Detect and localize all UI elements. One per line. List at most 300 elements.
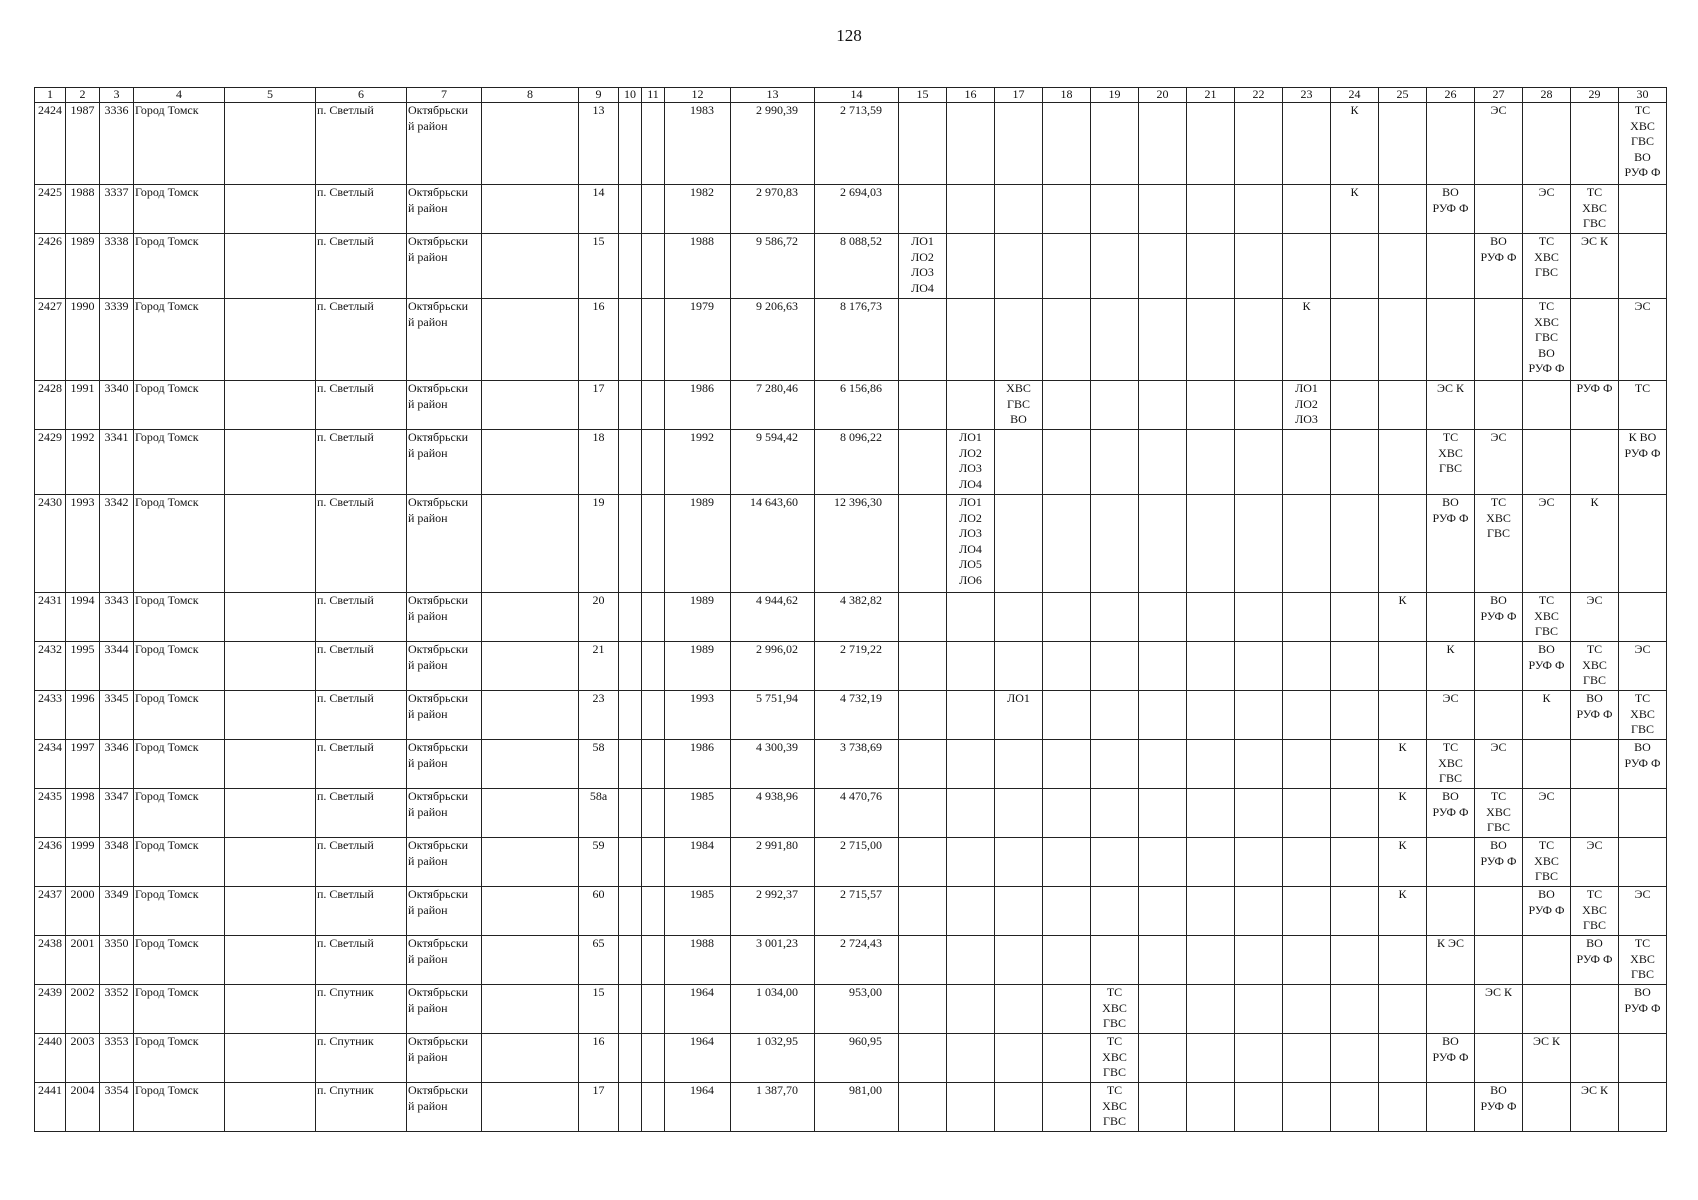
table-cell: 12 396,30 bbox=[815, 495, 899, 593]
table-cell bbox=[1187, 299, 1235, 381]
table-cell: п. Светлый bbox=[316, 789, 407, 838]
table-cell bbox=[1427, 887, 1475, 936]
table-cell: 1 387,70 bbox=[731, 1083, 815, 1132]
page-number: 128 bbox=[836, 26, 862, 45]
table-cell bbox=[1187, 887, 1235, 936]
table-cell: ТС ХВС ГВС bbox=[1619, 691, 1667, 740]
table-cell bbox=[1571, 1034, 1619, 1083]
table-cell: 1996 bbox=[66, 691, 100, 740]
table-cell: 2427 bbox=[35, 299, 66, 381]
table-row bbox=[35, 691, 1667, 740]
table-cell bbox=[1571, 985, 1619, 1034]
table-cell: ТС ХВС ГВС bbox=[1091, 985, 1139, 1034]
table-cell bbox=[1043, 740, 1091, 789]
table-cell bbox=[1091, 381, 1139, 430]
table-cell: ТС ХВС ГВС bbox=[1091, 1083, 1139, 1132]
table-row bbox=[35, 985, 1667, 1034]
table-cell bbox=[1379, 103, 1427, 185]
table-cell: ЭС bbox=[1571, 838, 1619, 887]
table-row bbox=[35, 430, 1667, 495]
table-cell: ЭС bbox=[1619, 299, 1667, 381]
table-cell bbox=[225, 430, 316, 495]
table-cell bbox=[1187, 381, 1235, 430]
table-cell bbox=[1619, 838, 1667, 887]
table-cell bbox=[1475, 936, 1523, 985]
table-cell bbox=[225, 1034, 316, 1083]
table-cell: п. Светлый bbox=[316, 887, 407, 936]
table-cell: 16 bbox=[579, 1034, 619, 1083]
table-cell: К ВО РУФ Ф bbox=[1619, 430, 1667, 495]
table-cell: ЛО1 ЛО2 ЛО3 bbox=[1283, 381, 1331, 430]
table-cell bbox=[1427, 234, 1475, 299]
table-cell: 1990 bbox=[66, 299, 100, 381]
table-cell bbox=[225, 103, 316, 185]
table-cell: 2003 bbox=[66, 1034, 100, 1083]
table-cell bbox=[482, 234, 579, 299]
table-cell: ВО РУФ Ф bbox=[1475, 234, 1523, 299]
table-cell bbox=[1283, 838, 1331, 887]
table-cell: ТС bbox=[1619, 381, 1667, 430]
table-cell: 23 bbox=[579, 691, 619, 740]
table-cell: Город Томск bbox=[134, 299, 225, 381]
table-cell: 2424 bbox=[35, 103, 66, 185]
table-cell: п. Светлый bbox=[316, 838, 407, 887]
table-cell bbox=[619, 1034, 642, 1083]
table-cell bbox=[1379, 936, 1427, 985]
table-cell bbox=[482, 789, 579, 838]
table-row bbox=[35, 103, 1667, 185]
table-cell: 1986 bbox=[665, 381, 731, 430]
table-cell bbox=[642, 691, 665, 740]
table-cell: 4 470,76 bbox=[815, 789, 899, 838]
table-cell: 58а bbox=[579, 789, 619, 838]
table-cell bbox=[1619, 234, 1667, 299]
table-cell: 2440 bbox=[35, 1034, 66, 1083]
table-cell bbox=[1187, 789, 1235, 838]
table-cell bbox=[482, 740, 579, 789]
table-cell: Город Томск bbox=[134, 381, 225, 430]
table-cell: 8 096,22 bbox=[815, 430, 899, 495]
table-cell: 2441 bbox=[35, 1083, 66, 1132]
table-cell bbox=[1379, 691, 1427, 740]
table-cell bbox=[619, 381, 642, 430]
table-cell bbox=[1139, 789, 1187, 838]
table-cell: 3345 bbox=[100, 691, 134, 740]
table-cell bbox=[482, 985, 579, 1034]
table-cell bbox=[1571, 789, 1619, 838]
table-cell: Октябрьски й район bbox=[407, 985, 482, 1034]
table-cell bbox=[1043, 1034, 1091, 1083]
table-cell bbox=[1139, 691, 1187, 740]
table-cell: Октябрьски й район bbox=[407, 103, 482, 185]
table-cell bbox=[1139, 299, 1187, 381]
table-cell: ТС ХВС ГВС bbox=[1523, 234, 1571, 299]
table-cell bbox=[947, 740, 995, 789]
table-cell: 1995 bbox=[66, 642, 100, 691]
table-cell: 3 738,69 bbox=[815, 740, 899, 789]
table-cell: 3336 bbox=[100, 103, 134, 185]
table-cell: ЛО1 ЛО2 ЛО3 ЛО4 bbox=[947, 430, 995, 495]
table-cell bbox=[947, 887, 995, 936]
table-cell bbox=[642, 838, 665, 887]
column-header: 10 bbox=[619, 88, 642, 103]
table-cell bbox=[1475, 185, 1523, 234]
table-cell: 4 732,19 bbox=[815, 691, 899, 740]
table-cell: Октябрьски й район bbox=[407, 299, 482, 381]
table-cell bbox=[947, 234, 995, 299]
table-cell bbox=[1283, 495, 1331, 593]
table-cell bbox=[899, 691, 947, 740]
table-cell: Город Томск bbox=[134, 740, 225, 789]
table-cell bbox=[947, 985, 995, 1034]
table-cell: ЭС bbox=[1619, 642, 1667, 691]
table-cell: ТС ХВС ГВС bbox=[1523, 593, 1571, 642]
table-cell bbox=[619, 887, 642, 936]
table-cell: Октябрьски й район bbox=[407, 887, 482, 936]
table-cell: ЭС bbox=[1523, 185, 1571, 234]
table-cell: 2000 bbox=[66, 887, 100, 936]
table-cell: Октябрьски й район bbox=[407, 430, 482, 495]
table-cell bbox=[1379, 234, 1427, 299]
table-cell bbox=[1091, 789, 1139, 838]
table-cell: п. Светлый bbox=[316, 103, 407, 185]
table-cell: Город Томск bbox=[134, 642, 225, 691]
table-cell bbox=[1475, 381, 1523, 430]
table-cell bbox=[1091, 887, 1139, 936]
column-header: 15 bbox=[899, 88, 947, 103]
table-cell bbox=[1235, 936, 1283, 985]
table-cell: п. Спутник bbox=[316, 985, 407, 1034]
column-header: 4 bbox=[134, 88, 225, 103]
table-cell: 2 724,43 bbox=[815, 936, 899, 985]
table-cell bbox=[1379, 985, 1427, 1034]
table-cell: 58 bbox=[579, 740, 619, 789]
table-cell bbox=[1475, 642, 1523, 691]
column-header: 12 bbox=[665, 88, 731, 103]
table-cell: Город Томск bbox=[134, 495, 225, 593]
table-cell bbox=[619, 299, 642, 381]
table-cell bbox=[642, 936, 665, 985]
table-cell bbox=[225, 887, 316, 936]
table-cell bbox=[1427, 593, 1475, 642]
table-cell bbox=[482, 887, 579, 936]
table-cell bbox=[899, 1034, 947, 1083]
table-cell bbox=[1091, 185, 1139, 234]
table-cell: Октябрьски й район bbox=[407, 789, 482, 838]
table-cell bbox=[225, 234, 316, 299]
table-cell bbox=[1619, 495, 1667, 593]
table-cell: 2431 bbox=[35, 593, 66, 642]
table-cell: 20 bbox=[579, 593, 619, 642]
table-cell bbox=[1091, 691, 1139, 740]
table-cell: ЭС bbox=[1475, 430, 1523, 495]
table-cell: 2439 bbox=[35, 985, 66, 1034]
table-cell: 18 bbox=[579, 430, 619, 495]
table-row bbox=[35, 789, 1667, 838]
table-row bbox=[35, 740, 1667, 789]
table-cell: п. Светлый bbox=[316, 740, 407, 789]
table-cell: 1989 bbox=[66, 234, 100, 299]
table-cell bbox=[1187, 691, 1235, 740]
column-header: 6 bbox=[316, 88, 407, 103]
table-cell: 1988 bbox=[665, 936, 731, 985]
table-cell: 2432 bbox=[35, 642, 66, 691]
table-cell: 1992 bbox=[66, 430, 100, 495]
table-cell bbox=[1331, 789, 1379, 838]
table-cell bbox=[899, 1083, 947, 1132]
table-cell: Город Томск bbox=[134, 789, 225, 838]
table-cell bbox=[1235, 185, 1283, 234]
table-cell: ЭС К bbox=[1475, 985, 1523, 1034]
table-cell bbox=[1091, 430, 1139, 495]
table-cell: Октябрьски й район bbox=[407, 838, 482, 887]
table-cell bbox=[1571, 299, 1619, 381]
table-cell: ТС ХВС ГВС bbox=[1475, 495, 1523, 593]
table-cell bbox=[482, 1083, 579, 1132]
table-cell bbox=[1427, 299, 1475, 381]
table-cell bbox=[225, 789, 316, 838]
table-cell bbox=[1091, 740, 1139, 789]
table-cell bbox=[619, 103, 642, 185]
table-cell: 17 bbox=[579, 381, 619, 430]
table-cell bbox=[1091, 495, 1139, 593]
table-cell: п. Светлый bbox=[316, 185, 407, 234]
table-cell: К bbox=[1379, 887, 1427, 936]
table-cell: 1993 bbox=[66, 495, 100, 593]
table-cell bbox=[1331, 234, 1379, 299]
table-cell: 3349 bbox=[100, 887, 134, 936]
table-cell: ВО РУФ Ф bbox=[1427, 185, 1475, 234]
table-cell bbox=[482, 103, 579, 185]
table-cell: 3338 bbox=[100, 234, 134, 299]
table-cell: 2001 bbox=[66, 936, 100, 985]
table-cell bbox=[1043, 887, 1091, 936]
table-cell: К ЭС bbox=[1427, 936, 1475, 985]
table-cell bbox=[1187, 234, 1235, 299]
table-cell bbox=[1043, 593, 1091, 642]
table-cell bbox=[1427, 103, 1475, 185]
table-cell bbox=[482, 593, 579, 642]
table-cell: ЭС bbox=[1427, 691, 1475, 740]
table-cell: ВО РУФ Ф bbox=[1619, 740, 1667, 789]
table-cell bbox=[1619, 185, 1667, 234]
table-cell: 9 586,72 bbox=[731, 234, 815, 299]
table-cell: 1994 bbox=[66, 593, 100, 642]
table-cell: Октябрьски й район bbox=[407, 1083, 482, 1132]
table-cell bbox=[1235, 740, 1283, 789]
table-cell bbox=[1091, 103, 1139, 185]
column-header: 16 bbox=[947, 88, 995, 103]
table-cell: 1982 bbox=[665, 185, 731, 234]
table-cell bbox=[899, 838, 947, 887]
table-cell: ТС ХВС ГВС bbox=[1571, 185, 1619, 234]
table-cell bbox=[1043, 936, 1091, 985]
table-cell: ТС ХВС ГВС ВО РУФ Ф bbox=[1523, 299, 1571, 381]
table-cell bbox=[1283, 691, 1331, 740]
table-cell: 3343 bbox=[100, 593, 134, 642]
table-cell bbox=[995, 740, 1043, 789]
table-cell: ВО РУФ Ф bbox=[1523, 642, 1571, 691]
table-cell bbox=[619, 642, 642, 691]
table-cell: ЭС К bbox=[1427, 381, 1475, 430]
table-cell: п. Светлый bbox=[316, 299, 407, 381]
table-cell bbox=[1331, 887, 1379, 936]
table-cell bbox=[995, 642, 1043, 691]
table-cell bbox=[947, 299, 995, 381]
table-cell bbox=[1571, 103, 1619, 185]
table-cell: ЭС bbox=[1571, 593, 1619, 642]
table-cell bbox=[619, 838, 642, 887]
column-header: 2 bbox=[66, 88, 100, 103]
table-cell: 1989 bbox=[665, 593, 731, 642]
column-header: 13 bbox=[731, 88, 815, 103]
column-header: 29 bbox=[1571, 88, 1619, 103]
table-cell bbox=[1331, 381, 1379, 430]
table-cell bbox=[1139, 642, 1187, 691]
table-cell: Октябрьски й район bbox=[407, 495, 482, 593]
table-cell bbox=[1235, 985, 1283, 1034]
table-cell bbox=[1091, 234, 1139, 299]
table-cell bbox=[1187, 740, 1235, 789]
table-cell bbox=[947, 789, 995, 838]
table-cell bbox=[1283, 593, 1331, 642]
table-cell bbox=[225, 838, 316, 887]
table-cell bbox=[619, 593, 642, 642]
table-cell bbox=[1619, 1083, 1667, 1132]
table-cell: ТС ХВС ГВС bbox=[1523, 838, 1571, 887]
table-cell: 1984 bbox=[665, 838, 731, 887]
table-cell: ВО РУФ Ф bbox=[1427, 495, 1475, 593]
table-cell: 19 bbox=[579, 495, 619, 593]
table-cell: К bbox=[1379, 789, 1427, 838]
table-cell bbox=[1571, 430, 1619, 495]
table-cell bbox=[1427, 1083, 1475, 1132]
table-cell: Город Томск bbox=[134, 593, 225, 642]
table-cell bbox=[995, 103, 1043, 185]
table-cell bbox=[1523, 430, 1571, 495]
column-header: 9 bbox=[579, 88, 619, 103]
table-cell: 1997 bbox=[66, 740, 100, 789]
table-cell: ТС ХВС ГВС bbox=[1571, 642, 1619, 691]
column-header: 3 bbox=[100, 88, 134, 103]
column-header: 25 bbox=[1379, 88, 1427, 103]
table-cell bbox=[1187, 985, 1235, 1034]
table-cell bbox=[995, 789, 1043, 838]
table-cell: 3347 bbox=[100, 789, 134, 838]
table-cell bbox=[482, 691, 579, 740]
table-cell: Город Томск bbox=[134, 185, 225, 234]
table-cell: 2428 bbox=[35, 381, 66, 430]
table-cell bbox=[225, 642, 316, 691]
table-cell: Октябрьски й район bbox=[407, 691, 482, 740]
table-cell: 4 938,96 bbox=[731, 789, 815, 838]
table-cell bbox=[642, 740, 665, 789]
table-cell bbox=[947, 936, 995, 985]
table-cell: К bbox=[1427, 642, 1475, 691]
table-cell: ТС ХВС ГВС bbox=[1619, 936, 1667, 985]
table-cell: 1985 bbox=[665, 887, 731, 936]
table-cell bbox=[619, 985, 642, 1034]
table-cell bbox=[1427, 838, 1475, 887]
table-cell bbox=[482, 430, 579, 495]
table-cell bbox=[642, 789, 665, 838]
table-cell bbox=[1187, 593, 1235, 642]
table-cell bbox=[1139, 103, 1187, 185]
table-cell bbox=[1235, 838, 1283, 887]
table-cell: 1 032,95 bbox=[731, 1034, 815, 1083]
table-cell: ЭС К bbox=[1571, 234, 1619, 299]
table-cell: ВО РУФ Ф bbox=[1475, 593, 1523, 642]
table-cell bbox=[1139, 1034, 1187, 1083]
column-header: 8 bbox=[482, 88, 579, 103]
table-cell bbox=[1139, 185, 1187, 234]
table-cell: Октябрьски й район bbox=[407, 642, 482, 691]
table-cell: 65 bbox=[579, 936, 619, 985]
table-cell bbox=[1283, 789, 1331, 838]
column-header: 28 bbox=[1523, 88, 1571, 103]
table-cell: ВО РУФ Ф bbox=[1523, 887, 1571, 936]
table-cell: 17 bbox=[579, 1083, 619, 1132]
table-cell bbox=[899, 887, 947, 936]
table-cell: К bbox=[1571, 495, 1619, 593]
table-cell: 3354 bbox=[100, 1083, 134, 1132]
table-cell: 9 206,63 bbox=[731, 299, 815, 381]
table-cell: К bbox=[1331, 185, 1379, 234]
table-cell bbox=[995, 299, 1043, 381]
table-body bbox=[35, 103, 1667, 1132]
column-header: 27 bbox=[1475, 88, 1523, 103]
table-cell bbox=[1331, 740, 1379, 789]
table-cell: 9 594,42 bbox=[731, 430, 815, 495]
table-cell: 1989 bbox=[665, 642, 731, 691]
table-cell bbox=[947, 642, 995, 691]
table-cell: 1964 bbox=[665, 1034, 731, 1083]
table-cell: Город Томск bbox=[134, 985, 225, 1034]
table-cell bbox=[1379, 430, 1427, 495]
table-cell bbox=[1283, 887, 1331, 936]
table-cell bbox=[619, 691, 642, 740]
table-cell: 2430 bbox=[35, 495, 66, 593]
table-cell bbox=[1235, 593, 1283, 642]
column-header: 24 bbox=[1331, 88, 1379, 103]
table-cell: 3353 bbox=[100, 1034, 134, 1083]
table-cell bbox=[1139, 838, 1187, 887]
table-cell: 1985 bbox=[665, 789, 731, 838]
table-cell: 60 bbox=[579, 887, 619, 936]
table-cell bbox=[1043, 381, 1091, 430]
table-cell bbox=[225, 740, 316, 789]
table-cell: п. Светлый bbox=[316, 381, 407, 430]
table-cell: К bbox=[1379, 838, 1427, 887]
table-cell: 15 bbox=[579, 985, 619, 1034]
table-cell bbox=[1283, 936, 1331, 985]
table-cell: п. Спутник bbox=[316, 1083, 407, 1132]
table-cell: п. Светлый bbox=[316, 936, 407, 985]
table-cell bbox=[1043, 185, 1091, 234]
table-cell: 1998 bbox=[66, 789, 100, 838]
table-cell bbox=[1523, 740, 1571, 789]
table-cell bbox=[1523, 985, 1571, 1034]
table-cell bbox=[1427, 985, 1475, 1034]
table-cell bbox=[1283, 1083, 1331, 1132]
table-cell: Город Томск bbox=[134, 887, 225, 936]
table-cell bbox=[1043, 642, 1091, 691]
header-row bbox=[35, 88, 1667, 103]
table-cell: 1987 bbox=[66, 103, 100, 185]
table-cell: 3337 bbox=[100, 185, 134, 234]
table-cell: 2002 bbox=[66, 985, 100, 1034]
table-cell bbox=[1331, 985, 1379, 1034]
